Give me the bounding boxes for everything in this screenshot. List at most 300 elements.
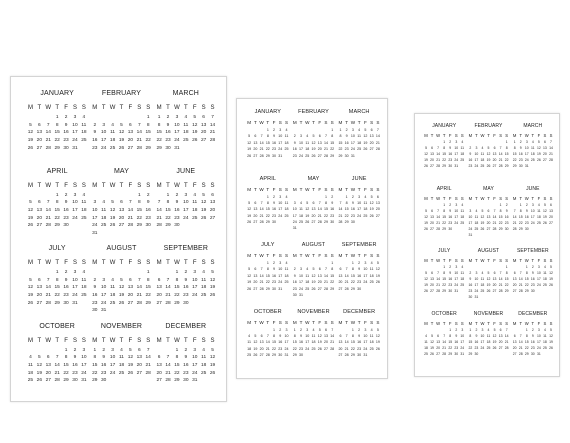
day-cell: 19	[311, 147, 316, 152]
day-cell: 1	[519, 202, 522, 207]
day-cell: 25	[183, 138, 189, 144]
day-cell: 27	[259, 353, 264, 358]
day-cell: 10	[299, 273, 303, 278]
day-cell: 2	[184, 270, 188, 275]
day-cell: 23	[524, 220, 529, 225]
day-cell: 24	[524, 158, 529, 162]
weekday-label: T	[442, 320, 446, 326]
day-cell: 28	[165, 378, 171, 384]
day-cell: 17	[299, 280, 303, 285]
weekday-label: S	[505, 195, 509, 201]
day-cell: 1	[146, 270, 150, 275]
weekday-label: S	[201, 182, 206, 189]
day-cell: 31	[192, 378, 198, 384]
day-cell: 6	[543, 140, 546, 144]
weekday-header	[337, 186, 381, 194]
day-cell-empty	[44, 114, 53, 122]
day-cell: 3	[73, 192, 77, 198]
day-cell: 25	[460, 220, 465, 225]
day-cell: 20	[549, 214, 553, 219]
day-cell: 25	[543, 345, 547, 350]
day-cell: 12	[549, 271, 553, 275]
day-cell: 26	[480, 226, 485, 231]
day-cell: 16	[448, 152, 453, 156]
weekday-label: M	[468, 258, 473, 263]
day-cell: 25	[480, 164, 485, 168]
day-cell: 18	[536, 214, 541, 219]
weekday-label: M	[156, 337, 162, 344]
day-cell: 30	[299, 353, 303, 358]
day-cell: 27	[45, 378, 51, 384]
day-cell: 10	[474, 277, 479, 281]
day-cell: 29	[92, 378, 98, 384]
day-cell: 8	[146, 122, 150, 128]
weekday-label: T	[487, 320, 490, 326]
weekday-label: T	[183, 337, 188, 344]
day-cell: 23	[101, 370, 107, 376]
day-cell: 17	[474, 283, 479, 287]
weekday-header	[155, 103, 217, 114]
month-name: JUNE	[526, 185, 540, 192]
day-cell: 27	[492, 289, 497, 293]
weekday-header	[155, 258, 217, 269]
day-cell: 21	[549, 152, 553, 156]
weekday-label: T	[266, 186, 270, 192]
day-cell: 4	[184, 115, 188, 120]
day-cell: 14	[259, 140, 264, 145]
day-cell: 18	[460, 277, 465, 281]
day-cell: 17	[299, 147, 303, 152]
day-cell: 16	[278, 340, 283, 345]
day-cell: 30	[524, 226, 529, 231]
day-cell: 26	[247, 153, 252, 158]
day-cell: 13	[486, 214, 491, 219]
day-cell: 6	[493, 271, 496, 275]
day-cell-empty	[90, 192, 99, 200]
day-cell: 9	[469, 277, 472, 281]
day-grid	[423, 264, 465, 294]
day-cell: 2	[166, 115, 170, 120]
day-cell: 7	[318, 200, 321, 205]
day-cell: 2	[102, 347, 105, 353]
month-january	[245, 104, 291, 171]
day-cell: 10	[183, 200, 189, 206]
day-cell: 10	[72, 277, 78, 283]
day-cell: 18	[369, 340, 374, 345]
day-cell: 14	[145, 355, 151, 361]
weekday-label: S	[278, 319, 282, 325]
day-grid	[512, 327, 554, 357]
day-cell: 8	[443, 146, 446, 150]
day-cell: 29	[468, 351, 473, 356]
weekday-label: S	[376, 253, 380, 258]
day-cell: 17	[72, 207, 78, 213]
day-cell: 28	[156, 223, 162, 229]
weekday-label: T	[101, 260, 106, 266]
day-cell: 21	[156, 215, 162, 221]
day-grid	[292, 260, 336, 298]
day-cell: 11	[183, 122, 189, 128]
month-name: JUNE	[176, 167, 196, 175]
weekday-label: M	[92, 337, 98, 344]
day-cell: 4	[475, 208, 478, 213]
weekday-label: T	[101, 105, 106, 111]
month-name: DECEMBER	[343, 308, 376, 315]
day-cell: 9	[102, 355, 105, 361]
day-cell: 17	[524, 152, 529, 156]
month-march	[511, 118, 555, 181]
month-name: MAY	[307, 175, 320, 182]
day-cell: 24	[536, 283, 541, 287]
day-cell: 12	[127, 355, 134, 361]
day-cell: 30	[101, 378, 107, 384]
day-cell: 8	[525, 271, 528, 275]
day-cell: 30	[468, 295, 473, 299]
day-grid	[90, 114, 152, 152]
day-cell: 11	[284, 134, 289, 139]
day-cell-empty	[90, 269, 99, 277]
day-cell: 15	[136, 207, 142, 213]
day-cell: 16	[63, 285, 69, 291]
day-cell: 12	[492, 333, 497, 338]
day-cell: 25	[311, 346, 316, 351]
day-cell: 22	[292, 346, 297, 351]
day-cell: 18	[460, 152, 465, 156]
day-cell: 2	[525, 202, 528, 207]
day-cell: 18	[200, 285, 207, 291]
day-cell: 17	[174, 130, 180, 136]
day-cell: 13	[512, 277, 517, 281]
day-cell: 14	[518, 339, 523, 344]
day-cell: 9	[531, 333, 534, 338]
day-cell: 23	[174, 215, 180, 221]
day-cell: 9	[146, 200, 150, 206]
day-cell: 15	[524, 339, 529, 344]
weekday-label: F	[272, 253, 276, 258]
day-cell: 21	[45, 138, 51, 144]
day-cell: 1	[525, 265, 528, 269]
day-cell: 8	[146, 277, 150, 283]
day-cell: 3	[293, 200, 296, 205]
day-cell: 24	[454, 283, 459, 287]
weekday-label: T	[357, 253, 361, 258]
day-cell: 25	[460, 158, 465, 162]
day-cell: 23	[344, 147, 349, 152]
day-cell: 23	[474, 345, 479, 350]
day-cell: 21	[344, 346, 349, 351]
month-august	[89, 238, 153, 316]
month-april	[422, 181, 466, 244]
day-cell: 16	[165, 130, 171, 136]
day-cell: 27	[512, 351, 517, 356]
weekday-label: M	[92, 182, 98, 189]
weekday-label: M	[338, 319, 343, 325]
day-cell: 27	[253, 286, 258, 291]
day-cell: 13	[543, 146, 547, 150]
day-cell: 29	[330, 153, 335, 158]
day-cell: 29	[524, 289, 529, 293]
day-cell: 8	[293, 333, 296, 338]
day-cell: 24	[284, 346, 289, 351]
day-cell: 28	[317, 220, 322, 225]
day-cell: 6	[513, 271, 516, 275]
day-cell: 8	[324, 200, 327, 205]
day-cell: 28	[498, 289, 503, 293]
day-cell: 17	[101, 138, 107, 144]
day-cell: 29	[156, 145, 162, 151]
day-cell: 20	[45, 370, 51, 376]
day-cell: 7	[499, 146, 502, 150]
day-cell: 16	[92, 293, 98, 299]
weekday-label: T	[312, 120, 315, 125]
day-cell: 4	[300, 200, 302, 205]
weekday-header	[512, 195, 554, 202]
day-cell: 19	[317, 340, 322, 345]
day-cell: 3	[73, 270, 77, 275]
day-cell: 17	[536, 339, 541, 344]
day-cell: 28	[436, 226, 440, 231]
day-cell: 12	[486, 152, 491, 156]
day-cell: 17	[101, 293, 107, 299]
day-cell: 11	[543, 271, 547, 275]
day-cell-empty	[35, 114, 44, 122]
day-cell: 15	[504, 277, 509, 281]
month-may	[291, 171, 337, 238]
day-cell: 8	[266, 134, 269, 139]
day-cell: 3	[469, 208, 472, 213]
day-cell: 24	[536, 345, 541, 350]
month-name: DECEMBER	[518, 310, 548, 317]
day-cell: 30	[518, 164, 523, 168]
day-cell: 3	[193, 270, 197, 275]
day-cell: 12	[375, 333, 380, 338]
weekday-label: S	[376, 120, 380, 125]
weekday-label: S	[330, 120, 334, 125]
day-cell: 19	[118, 138, 125, 144]
day-cell: 22	[265, 280, 270, 285]
day-cell: 2	[300, 327, 302, 332]
day-cell: 27	[317, 286, 322, 291]
day-cell: 6	[137, 347, 141, 353]
weekday-label: T	[487, 133, 490, 138]
day-cell: 10	[174, 122, 180, 128]
day-cell: 7	[437, 271, 440, 275]
day-cell: 22	[524, 345, 529, 350]
day-cell: 19	[27, 293, 34, 299]
day-cell: 2	[184, 347, 188, 353]
day-cell: 2	[531, 327, 534, 332]
day-cell: 12	[118, 285, 125, 291]
day-cell: 17	[530, 214, 535, 219]
day-cell: 8	[513, 146, 516, 150]
weekday-header	[246, 252, 290, 260]
day-cell: 3	[279, 261, 282, 265]
day-cell: 24	[299, 153, 303, 158]
weekday-label: S	[330, 186, 334, 192]
day-cell: 19	[118, 293, 125, 299]
day-cell: 13	[492, 152, 497, 156]
day-cell: 13	[492, 277, 497, 281]
day-cell: 21	[317, 213, 322, 218]
day-cell: 25	[284, 147, 289, 152]
month-name: AUGUST	[106, 245, 137, 252]
day-cell: 28	[344, 286, 349, 291]
day-cell: 24	[81, 370, 87, 376]
weekday-header	[90, 181, 152, 192]
day-cell: 11	[192, 200, 198, 206]
weekday-label: W	[109, 337, 116, 344]
day-cell: 13	[338, 273, 343, 278]
day-cell: 26	[247, 220, 252, 225]
day-cell-empty	[44, 269, 53, 277]
day-cell: 29	[518, 226, 523, 231]
day-cell: 17	[350, 140, 355, 145]
day-cell: 24	[101, 300, 107, 306]
day-cell: 29	[174, 300, 180, 306]
day-grid	[246, 194, 290, 226]
day-cell: 26	[549, 283, 553, 287]
day-cell: 2	[273, 128, 276, 132]
day-cell: 4	[306, 267, 309, 272]
day-cell: 24	[109, 370, 116, 376]
weekday-label: M	[156, 260, 162, 266]
day-cell: 3	[175, 115, 179, 120]
month-november	[89, 316, 153, 394]
weekday-label: T	[345, 120, 349, 125]
weekday-label: M	[424, 195, 428, 201]
day-cell: 29	[272, 353, 277, 358]
day-cell: 9	[345, 134, 348, 139]
day-grid	[90, 269, 152, 315]
day-cell: 2	[345, 128, 348, 132]
weekday-label: T	[531, 320, 535, 326]
day-cell: 29	[165, 223, 171, 229]
day-cell: 1	[293, 327, 296, 332]
day-cell: 22	[468, 345, 473, 350]
weekday-label: S	[330, 319, 334, 325]
day-cell: 20	[512, 283, 517, 287]
day-cell: 6	[38, 277, 41, 283]
day-cell: 7	[46, 277, 50, 283]
weekday-label: S	[376, 186, 380, 192]
day-cell: 26	[36, 378, 43, 384]
day-cell: 2	[93, 277, 97, 283]
weekday-label: M	[512, 133, 517, 138]
weekday-label: S	[454, 320, 458, 326]
day-cell: 4	[461, 140, 464, 144]
day-cell: 13	[512, 339, 517, 344]
weekday-label: W	[174, 105, 180, 111]
day-cell-empty	[26, 269, 35, 277]
weekday-header	[512, 320, 554, 327]
weekday-label: S	[146, 260, 151, 266]
day-cell: 4	[543, 327, 546, 332]
day-cell: 18	[118, 362, 125, 368]
day-cell: 3	[537, 327, 540, 332]
day-cell: 19	[305, 213, 310, 218]
day-grid	[467, 327, 509, 357]
month-june	[154, 161, 218, 239]
day-cell: 5	[425, 146, 427, 150]
day-cell: 30	[357, 286, 362, 291]
weekday-label: W	[350, 186, 356, 192]
day-cell: 17	[278, 207, 283, 212]
weekday-label: M	[247, 120, 252, 125]
weekday-label: T	[119, 182, 124, 189]
day-cell: 16	[292, 147, 297, 152]
weekday-label: S	[376, 319, 380, 325]
day-cell: 15	[54, 207, 60, 213]
weekday-label: T	[253, 186, 257, 192]
day-cell: 12	[536, 146, 541, 150]
day-cell: 9	[525, 208, 528, 213]
day-cell: 13	[253, 140, 258, 145]
day-grid	[155, 114, 217, 152]
day-cell: 7	[137, 277, 141, 283]
day-cell: 30	[448, 289, 453, 293]
day-cell: 3	[306, 327, 309, 332]
day-cell: 1	[499, 202, 502, 207]
day-cell: 24	[350, 147, 355, 152]
day-cell: 8	[519, 208, 522, 213]
weekday-label: S	[137, 337, 142, 344]
day-cell: 2	[358, 261, 361, 265]
day-cell: 7	[146, 347, 150, 353]
day-cell: 8	[469, 333, 472, 338]
month-december	[336, 304, 382, 371]
day-cell: 18	[357, 140, 362, 145]
day-cell: 11	[480, 277, 485, 281]
weekday-label: W	[259, 319, 264, 325]
day-cell: 27	[323, 346, 328, 351]
day-grid	[26, 269, 88, 307]
day-cell: 8	[505, 146, 508, 150]
weekday-label: W	[524, 320, 529, 326]
day-cell: 16	[174, 207, 180, 213]
day-cell: 29	[512, 164, 517, 168]
day-cell: 29	[145, 145, 151, 151]
weekday-label: F	[448, 320, 452, 326]
day-cell: 1	[266, 261, 269, 265]
day-cell-empty	[117, 114, 126, 122]
day-cell: 21	[54, 370, 60, 376]
day-cell: 19	[36, 370, 43, 376]
day-cell-empty	[26, 114, 35, 122]
day-cell: 17	[92, 215, 98, 221]
weekday-label: S	[284, 120, 289, 125]
day-cell: 6	[499, 327, 502, 332]
day-cell: 20	[317, 280, 322, 285]
day-cell: 15	[272, 340, 277, 345]
day-cell: 22	[265, 147, 270, 152]
day-cell: 12	[480, 214, 485, 219]
day-cell: 3	[73, 115, 77, 120]
day-grid	[292, 327, 336, 359]
weekday-label: T	[430, 258, 434, 263]
day-cell: 27	[36, 223, 43, 229]
weekday-label: S	[499, 258, 502, 263]
day-cell: 7	[211, 115, 214, 120]
day-cell: 26	[118, 300, 125, 306]
day-cell: 27	[436, 351, 440, 356]
day-cell: 8	[266, 267, 269, 272]
day-cell: 18	[543, 339, 547, 344]
day-cell: 18	[247, 346, 252, 351]
day-cell: 24	[278, 213, 283, 218]
day-cell: 27	[430, 289, 434, 293]
day-cell: 8	[345, 200, 348, 205]
day-cell: 1	[175, 270, 179, 275]
